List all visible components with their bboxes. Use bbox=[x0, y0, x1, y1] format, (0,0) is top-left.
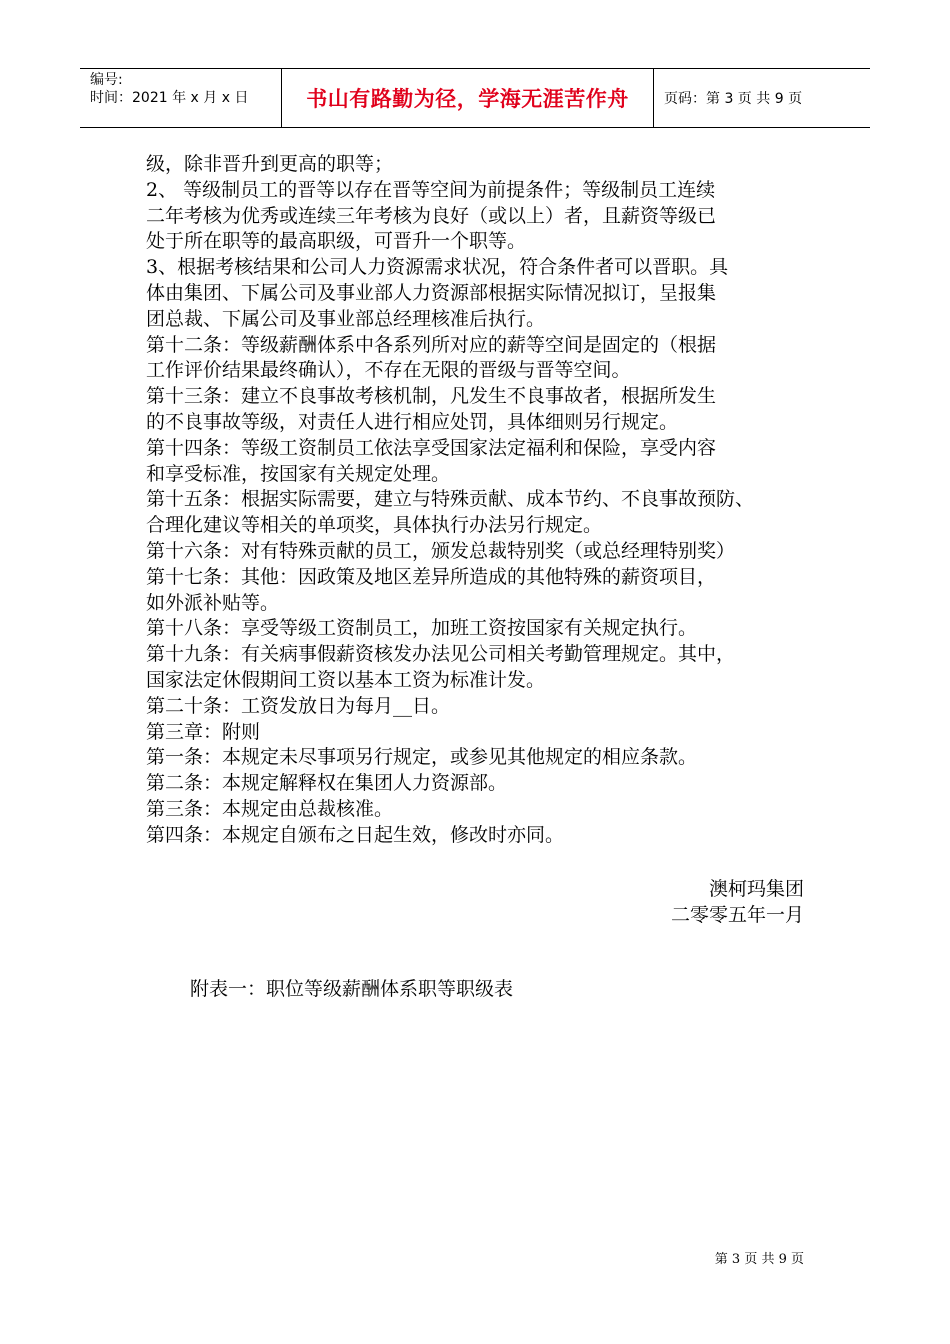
header-meta bbox=[80, 69, 282, 127]
body-line: 处于所在职等的最高职级，可晋升一个职等。 bbox=[146, 230, 527, 253]
document-time-label: 时间：2021 年 x 月 x 日 bbox=[90, 90, 249, 106]
page-header bbox=[80, 68, 870, 128]
body-line: 第十九条：有关病事假薪资核发办法见公司相关考勤管理规定。其中， bbox=[146, 643, 736, 666]
body-line: 第十三条：建立不良事故考核机制，凡发生不良事故者，根据所发生 bbox=[146, 385, 717, 408]
body-line: 团总裁、下属公司及事业部总经理核准后执行。 bbox=[146, 307, 546, 330]
company-name: 澳柯玛集团 bbox=[708, 878, 804, 900]
signature-block bbox=[671, 876, 804, 928]
body-line: 第四条：本规定自颁布之日起生效，修改时亦同。 bbox=[146, 823, 565, 846]
body-line: 第三条：本规定由总裁核准。 bbox=[146, 797, 394, 820]
body-line: 合理化建议等相关的单项奖，具体执行办法另行规定。 bbox=[146, 514, 603, 537]
chapter-heading: 第三章：附则 bbox=[146, 720, 261, 743]
header-motto: 书山有路勤为径，学海无涯苦作舟 bbox=[282, 69, 654, 127]
body-line: 第二条：本规定解释权在集团人力资源部。 bbox=[146, 772, 508, 795]
document-number-label: 编号: bbox=[90, 72, 123, 88]
signature-date: 二零零五年一月 bbox=[670, 904, 804, 926]
body-line: 的不良事故等级，对责任人进行相应处罚，具体细则另行规定。 bbox=[146, 410, 679, 433]
body-line: 第十七条：其他：因政策及地区差异所造成的其他特殊的薪资项目， bbox=[146, 565, 717, 588]
body-line: 3、根据考核结果和公司人力资源需求状况，符合条件者可以晋职。具 bbox=[146, 256, 729, 279]
body-line: 第十四条：等级工资制员工依法享受国家法定福利和保险，享受内容 bbox=[146, 436, 717, 459]
footer-page-number: 第 3 页 共 9 页 bbox=[714, 1252, 804, 1267]
header-page-number: 页码：第 3 页 共 9 页 bbox=[664, 91, 803, 107]
body-line: 2、 等级制员工的晋等以存在晋等空间为前提条件；等级制员工连续 bbox=[146, 178, 716, 201]
body-line: 和享受标准，按国家有关规定处理。 bbox=[146, 462, 451, 485]
body-line: 第一条：本规定未尽事项另行规定，或参见其他规定的相应条款。 bbox=[146, 746, 698, 769]
body-line: 国家法定休假期间工资以基本工资为标准计发。 bbox=[146, 668, 546, 691]
body-line: 级，除非晋升到更高的职等； bbox=[146, 153, 394, 175]
body-line: 第十五条：根据实际需要，建立与特殊贡献、成本节约、不良事故预防、 bbox=[146, 488, 755, 511]
document-body bbox=[146, 152, 826, 849]
body-line: 第十二条：等级薪酬体系中各系列所对应的薪等空间是固定的（根据 bbox=[146, 333, 717, 356]
body-line: 第十八条：享受等级工资制员工，加班工资按国家有关规定执行。 bbox=[146, 617, 698, 640]
body-line: 工作评价结果最终确认），不存在无限的晋级与晋等空间。 bbox=[146, 359, 631, 382]
body-line: 体由集团、下属公司及事业部人力资源部根据实际情况拟订，呈报集 bbox=[146, 281, 717, 304]
body-line: 第十六条：对有特殊贡献的员工，颁发总裁特别奖（或总经理特别奖） bbox=[146, 539, 736, 562]
appendix-title: 附表一：职位等级薪酬体系职等职级表 bbox=[190, 978, 514, 1000]
body-line: 二年考核为优秀或连续三年考核为良好（或以上）者，且薪资等级已 bbox=[146, 204, 717, 227]
body-line: 如外派补贴等。 bbox=[146, 591, 280, 614]
body-line: 第二十条：工资发放日为每月__日。 bbox=[146, 694, 451, 717]
